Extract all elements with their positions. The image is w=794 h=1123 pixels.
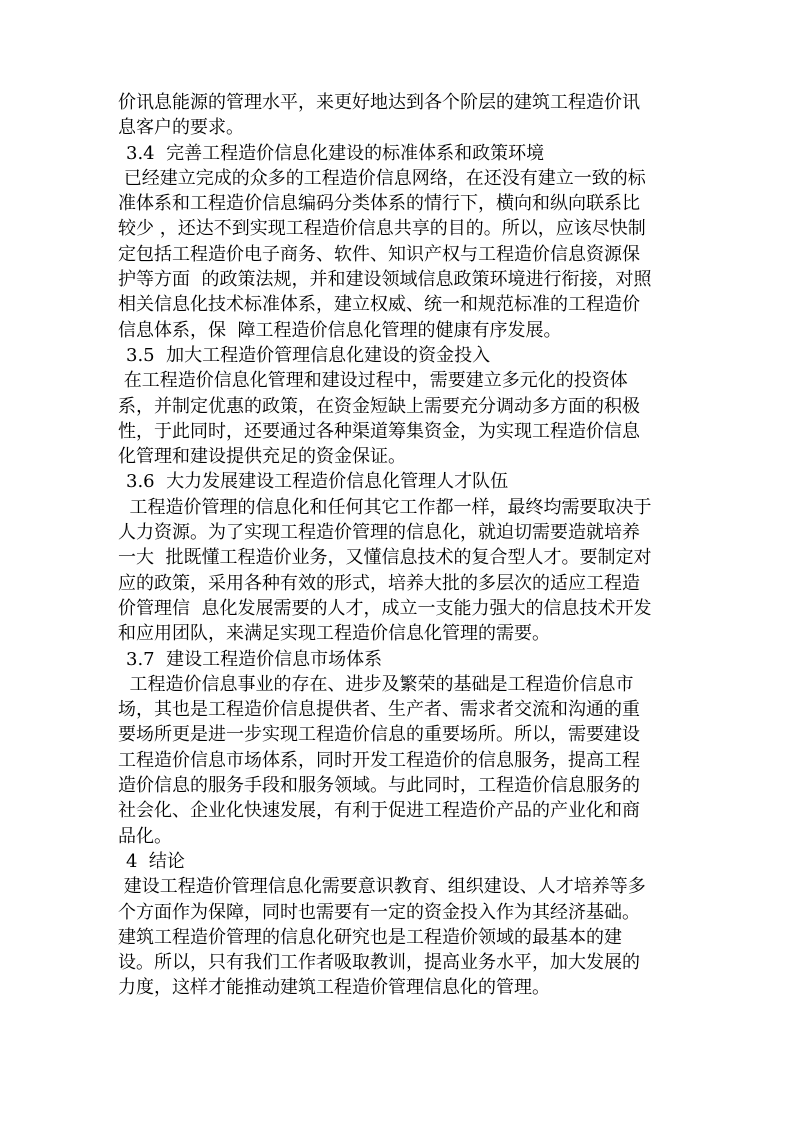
paragraph-line: 应的政策，采用各种有效的形式，培养大批的多层次的适应工程造 <box>118 572 640 594</box>
section-heading: 3.4 完善工程造价信息化建设的标准体系和政策环境 <box>126 142 545 164</box>
section-heading: 3.6 大力发展建设工程造价信息化管理人才队伍 <box>126 471 509 493</box>
paragraph-line: 造价信息的服务手段和服务领域。与此同时，工程造价信息服务的 <box>118 775 640 797</box>
paragraph-line: 场，其也是工程造价信息提供者、生产者、需求者交流和沟通的重 <box>118 699 640 721</box>
paragraph-line: 在工程造价信息化管理和建设过程中，需要建立多元化的投资体 <box>118 370 628 392</box>
section-heading: 4 结论 <box>126 850 185 872</box>
paragraph-line: 价管理信 息化发展需要的人才，成立一支能力强大的信息技术开发 <box>118 597 652 619</box>
paragraph-line: 准体系和工程造价信息编码分类体系的情行下，横向和纵向联系比 <box>118 193 640 215</box>
paragraph-line: 息客户的要求。 <box>118 117 244 139</box>
paragraph-line: 价讯息能源的管理水平，来更好地达到各个阶层的建筑工程造价讯 <box>118 92 640 113</box>
paragraph-line: 力度，这样才能推动建筑工程造价管理信息化的管理。 <box>118 977 550 999</box>
section-heading: 3.7 建设工程造价信息市场体系 <box>126 648 383 670</box>
paragraph-line: 相关信息化技术标准体系，建立权威、统一和规范标准的工程造价 <box>118 294 640 316</box>
paragraph-line: 工程造价信息事业的存在、进步及繁荣的基础是工程造价信息市 <box>118 673 634 695</box>
paragraph-line: 要场所更是进一步实现工程造价信息的重要场所。所以，需要建设 <box>118 724 640 746</box>
paragraph-line: 系，并制定优惠的政策，在资金短缺上需要充分调动多方面的积极 <box>118 395 640 417</box>
paragraph-line: 品化。 <box>118 825 172 847</box>
paragraph-line: 个方面作为保障，同时也需要有一定的资金投入作为其经济基础。 <box>118 901 640 923</box>
paragraph-line: 社会化、企业化快速发展，有利于促进工程造价产品的产业化和商 <box>118 800 640 822</box>
paragraph-line: 一大 批既懂工程造价业务，又懂信息技术的复合型人才。要制定对 <box>118 547 652 569</box>
paragraph-line: 建设工程造价管理信息化需要意识教育、组织建设、人才培养等多 <box>118 876 646 898</box>
paragraph-line: 信息体系，保 障工程造价信息化管理的健康有序发展。 <box>118 319 562 341</box>
paragraph-line: 护等方面 的政策法规，并和建设领域信息政策环境进行衔接，对照 <box>118 269 652 291</box>
paragraph-line: 化管理和建设提供充足的资金保证。 <box>118 446 406 468</box>
paragraph-line: 和应用团队，来满足实现工程造价信息化管理的需要。 <box>118 623 550 645</box>
document-page <box>118 90 678 1001</box>
paragraph-line: 性，于此同时，还要通过各种渠道筹集资金，为实现工程造价信息 <box>118 420 640 442</box>
paragraph-line: 工程造价信息市场体系，同时开发工程造价的信息服务，提高工程 <box>118 749 640 771</box>
section-heading: 3.5 加大工程造价管理信息化建设的资金投入 <box>126 344 491 366</box>
paragraph-line: 人力资源。为了实现工程造价管理的信息化，就迫切需要造就培养 <box>118 522 640 544</box>
paragraph-line: 建筑工程造价管理的信息化研究也是工程造价领域的最基本的建 <box>118 926 622 948</box>
paragraph-line: 工程造价管理的信息化和任何其它工作都一样，最终均需要取决于 <box>118 496 652 518</box>
paragraph-line: 定包括工程造价电子商务、软件、知识产权与工程造价信息资源保 <box>118 243 640 265</box>
paragraph-line: 已经建立完成的众多的工程造价信息网络，在还没有建立一致的标 <box>118 167 646 189</box>
paragraph-line: 较少 ，还达不到实现工程造价信息共享的目的。所以，应该尽快制 <box>118 218 646 240</box>
paragraph-line: 设。所以，只有我们工作者吸取教训，提高业务水平，加大发展的 <box>118 952 640 974</box>
